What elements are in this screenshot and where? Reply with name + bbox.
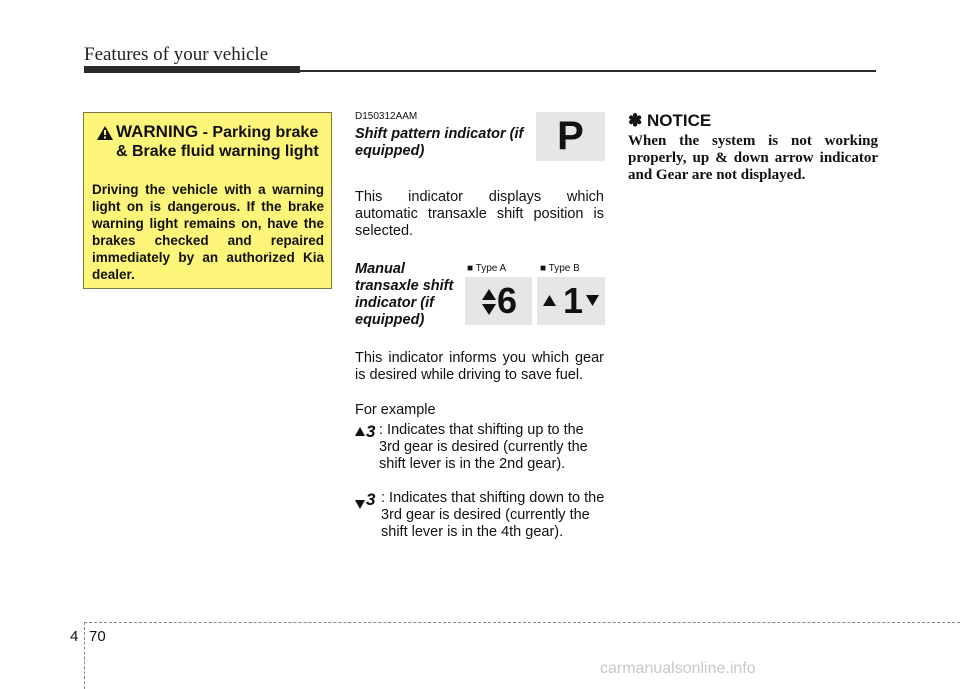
shift-down-3-icon: [355, 490, 379, 512]
warning-heading-word: WARNING: [116, 122, 199, 141]
warning-triangle-icon: [96, 125, 114, 141]
type-b-gear-number: 1: [563, 280, 584, 321]
page-header-title: Features of your vehicle: [84, 44, 269, 65]
shift-down-description: : Indicates that shifting down to the 3rd gear is desired (currently the shift lever is in the 4th gear).: [381, 490, 605, 540]
header-rule-thick: [84, 66, 300, 73]
shift-pattern-description: This indicator displays which automatic transaxle shift position is selected.: [355, 189, 604, 239]
shift-up-description: : Indicates that shifting up to the 3rd gear is desired (currently the shift lever is in the 2nd gear).: [379, 422, 588, 472]
page-number: 70: [89, 628, 106, 645]
shift-up-3-icon: [355, 422, 379, 444]
type-a-label: ■ Type A: [467, 263, 507, 274]
section-code: D150312AAM: [355, 111, 418, 122]
notice-body: When the system is not working properly, up & down arrow indicator and Gear are not displayed.: [628, 133, 878, 183]
warning-box: [83, 112, 332, 289]
up-arrow-icon: [543, 295, 556, 306]
type-b-label: ■ Type B: [540, 263, 580, 274]
park-indicator-letter: P: [557, 114, 584, 158]
type-a-display: [465, 277, 532, 325]
up-down-arrow-icon: [482, 289, 496, 315]
warning-body: Driving the vehicle with a warning light on is dangerous. If the brake warning light remains on, have the brakes checked and repaired immediately by an authorized Kia dealer.: [92, 182, 324, 282]
type-a-gear-number: 6: [497, 280, 518, 321]
type-b-display: [537, 277, 605, 325]
notice-title: ✽ NOTICE: [628, 111, 712, 130]
shift-pattern-title: Shift pattern indicator (if equipped): [355, 126, 524, 159]
warning-heading-rest: - Parking brake & Brake fluid warning light: [116, 124, 319, 160]
small-up-arrow-icon: [355, 427, 365, 436]
footer-divider: [84, 622, 85, 689]
chapter-number: 4: [70, 628, 79, 645]
down-example-gear: 3: [366, 490, 376, 509]
up-example-gear: 3: [366, 422, 376, 441]
down-arrow-icon: [586, 295, 599, 306]
manual-shift-description: This indicator informs you which gear is desired while driving to save fuel.: [355, 350, 604, 383]
watermark: carmanualsonline.info: [600, 660, 756, 677]
manual-shift-indicator-title: Manual transaxle shift indicator (if equipped): [355, 261, 454, 328]
footer-rule: [84, 622, 960, 623]
header-rule-thin: [300, 70, 876, 72]
for-example-label: For example: [355, 402, 436, 418]
small-down-arrow-icon: [355, 500, 365, 509]
park-indicator-display: [536, 112, 605, 161]
warning-heading: [116, 122, 328, 161]
